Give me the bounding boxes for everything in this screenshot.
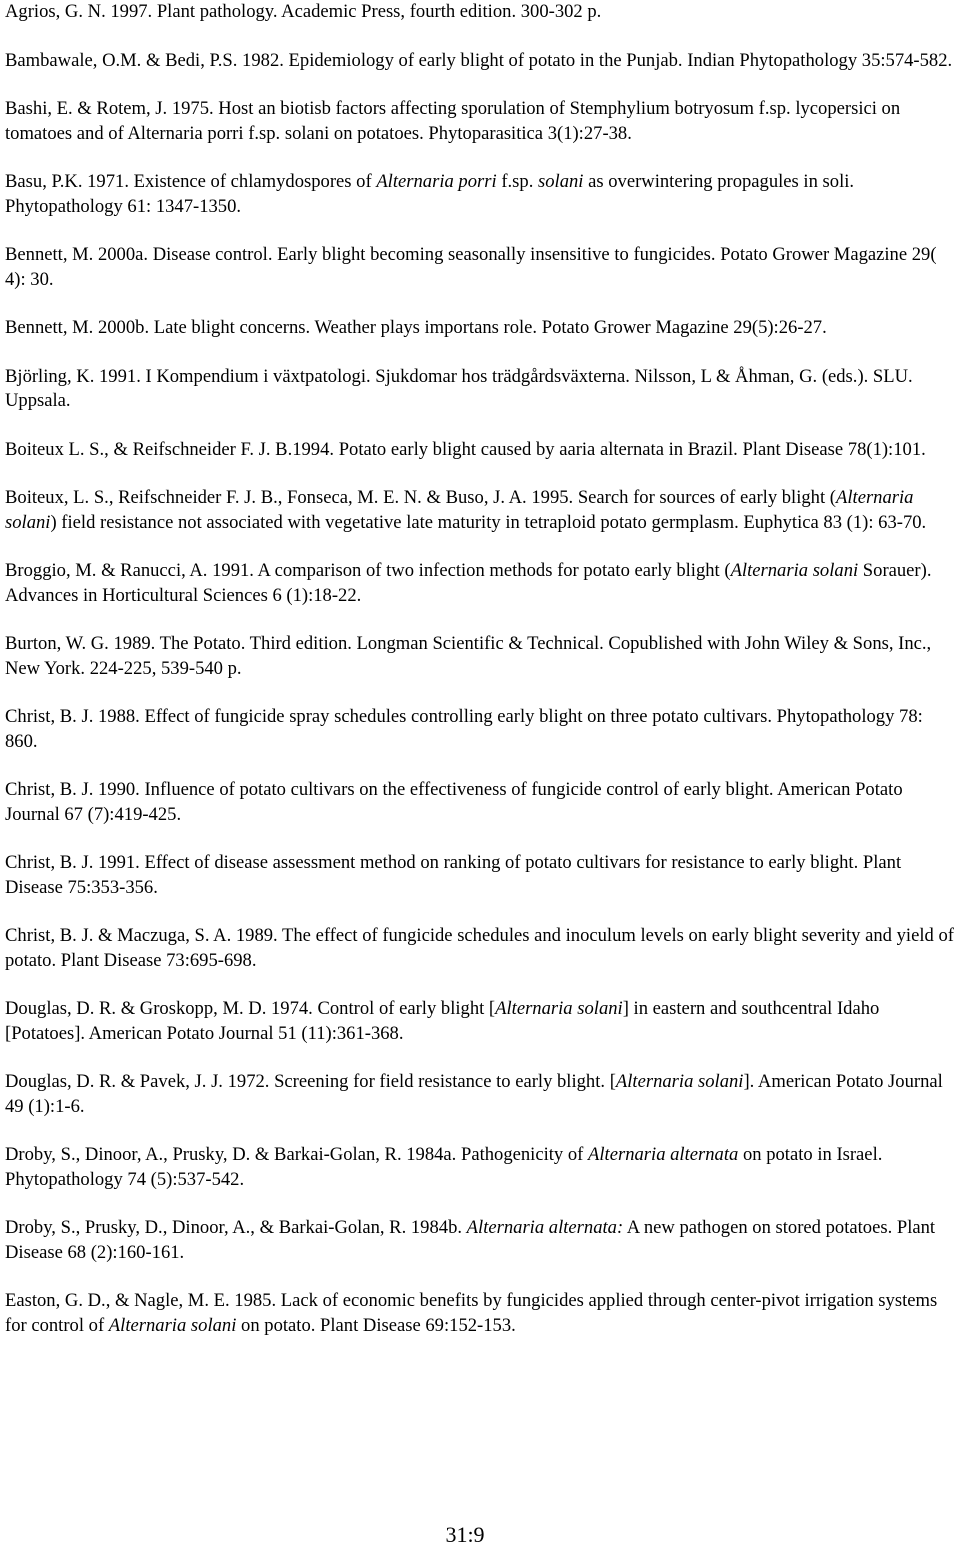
- reference-text: Douglas, D. R. & Pavek, J. J. 1972. Screening for field resistance to early blight. [: [5, 1071, 616, 1092]
- reference-text: on potato in Israel. Phytopathology 74 (5):537-542.: [5, 1144, 883, 1190]
- reference-text: Sorauer). Advances in Horticultural Sciences 6 (1):18-22.: [5, 560, 932, 606]
- reference-text: Christ, B. J. 1990. Influence of potato cultivars on the effectiveness of fungicide control of early blight. American Potato Journal 67 (7):419-425.: [5, 779, 903, 825]
- reference-text: Broggio, M. & Ranucci, A. 1991. A comparison of two infection methods for potato early blight (: [5, 560, 731, 581]
- reference-entry: [5, 851, 955, 900]
- reference-italic-text: Alternaria porri: [376, 171, 497, 192]
- reference-text: Douglas, D. R. & Groskopp, M. D. 1974. Control of early blight [: [5, 998, 496, 1019]
- reference-entry: [5, 705, 955, 754]
- page-number: 31:9: [445, 1522, 485, 1547]
- reference-italic-text: Alternaria solani: [5, 487, 914, 533]
- reference-entry: [5, 778, 955, 827]
- reference-entry: [5, 559, 955, 608]
- reference-text: Björling, K. 1991. I Kompendium i växtpatologi. Sjukdomar hos trädgårdsväxterna. Nilsson, L & Åhman, G. (eds.). SLU. Uppsala.: [5, 365, 913, 411]
- reference-text: ]. American Potato Journal 49 (1):1-6.: [5, 1071, 943, 1117]
- reference-text: Burton, W. G. 1989. The Potato. Third edition. Longman Scientific & Technical. Copublished with John Wiley & Sons, Inc., New York. 224-225, 539-540 p.: [5, 633, 932, 679]
- reference-entry: [5, 97, 955, 146]
- reference-italic-text: Alternaria alternata:: [466, 1217, 624, 1238]
- reference-text: Boiteux L. S., & Reifschneider F. J. B.1994. Potato early blight caused by aaria alternata in Brazil. Plant Disease 78(1):101.: [5, 438, 926, 460]
- reference-entry: [5, 0, 955, 25]
- reference-entry: [5, 997, 955, 1046]
- reference-entry: [5, 486, 955, 535]
- reference-text: on potato. Plant Disease 69:152-153.: [236, 1314, 516, 1336]
- reference-text: ) field resistance not associated with vegetative late maturity in tetraploid potato germplasm. Euphytica 83 (1): 63-70.: [50, 511, 927, 533]
- reference-entry: [5, 243, 955, 292]
- reference-text: Droby, S., Prusky, D., Dinoor, A., & Barkai-Golan, R. 1984b.: [5, 1217, 467, 1238]
- reference-text: f.sp.: [496, 171, 538, 192]
- reference-entry: [5, 1216, 955, 1265]
- reference-text: Bambawale, O.M. & Bedi, P.S. 1982. Epidemiology of early blight of potato in the Punjab. Indian Phytopathology 35:574-582.: [5, 49, 953, 71]
- reference-text: Agrios, G. N. 1997. Plant pathology. Academic Press, fourth edition. 300-302 p.: [5, 1, 602, 22]
- reference-italic-text: Alternaria alternata: [588, 1144, 739, 1165]
- reference-text: Easton, G. D., & Nagle, M. E. 1985. Lack of economic benefits by fungicides applied through center-pivot irrigation systems for control of: [5, 1290, 938, 1336]
- reference-italic-text: Alternaria solani: [615, 1071, 744, 1092]
- reference-entry: [5, 632, 955, 681]
- reference-italic-text: Alternaria solani: [730, 560, 859, 581]
- reference-entry: [5, 170, 955, 219]
- reference-entry: [5, 316, 955, 341]
- reference-list: [5, 0, 955, 1362]
- reference-text: A new pathogen on stored potatoes. Plant Disease 68 (2):160-161.: [5, 1217, 936, 1263]
- reference-text: Bennett, M. 2000b. Late blight concerns. Weather plays importans role. Potato Grower Magazine 29(5):26-27.: [5, 317, 827, 338]
- reference-entry: [5, 365, 955, 414]
- reference-text: Christ, B. J. 1988. Effect of fungicide spray schedules controlling early blight on three potato cultivars. Phytopathology 78: 860.: [5, 706, 923, 752]
- reference-text: Basu, P.K. 1971. Existence of chlamydospores of: [5, 171, 377, 192]
- reference-entry: [5, 1143, 955, 1192]
- reference-text: Droby, S., Dinoor, A., Prusky, D. & Barkai-Golan, R. 1984a. Pathogenicity of: [5, 1144, 589, 1165]
- reference-text: as overwintering propagules in soli. Phytopathology 61: 1347-1350.: [5, 171, 855, 217]
- reference-italic-text: Alternaria solani: [108, 1314, 237, 1336]
- reference-text: Christ, B. J. & Maczuga, S. A. 1989. The effect of fungicide schedules and inoculum levels on early blight severity and yield of potato. Plant Disease 73:695-698.: [5, 925, 954, 971]
- reference-entry: [5, 49, 955, 74]
- reference-entry: [5, 1289, 955, 1338]
- reference-text: Bashi, E. & Rotem, J. 1975. Host an biotisb factors affecting sporulation of Stemphylium botryosum f.sp. lycopersici on tomatoes and of Alternaria porri f.sp. solani on potatoes. Phytoparasitica 3(1):27-38.: [5, 98, 901, 144]
- reference-text: Bennett, M. 2000a. Disease control. Early blight becoming seasonally insensitive to fungicides. Potato Grower Magazine 29( 4): 30.: [5, 244, 937, 290]
- reference-text: ] in eastern and southcentral Idaho [Potatoes]. American Potato Journal 51 (11):361-368.: [5, 998, 880, 1044]
- reference-text: Boiteux, L. S., Reifschneider F. J. B., Fonseca, M. E. N. & Buso, J. A. 1995. Search for sources of early blight (: [5, 487, 836, 508]
- reference-italic-text: Alternaria solani: [495, 998, 623, 1019]
- reference-entry: [5, 1070, 955, 1119]
- reference-text: Christ, B. J. 1991. Effect of disease assessment method on ranking of potato cultivars for resistance to early blight. Plant Disease 75:353-356.: [5, 852, 902, 898]
- reference-entry: [5, 924, 955, 973]
- reference-italic-text: solani: [538, 171, 584, 192]
- reference-entry: [5, 438, 955, 463]
